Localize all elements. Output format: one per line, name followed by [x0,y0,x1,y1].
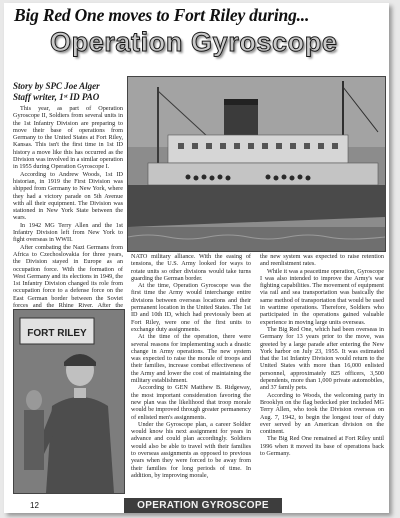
byline-title: Staff writer, 1ˢᵗ ID PAO [13,91,100,102]
byline-author: Story by SPC Joe Alger [13,81,100,91]
paragraph: The Big Red One remained at Fort Riley until 1996 when it moved its base of operations back to Germany. [260,435,384,458]
paragraph: According to Woods, the welcoming party in Brooklyn on the flag bedecked pier included MG Terry Allen, who took the Division overseas on Aug. 7, 1942, to begin the longest tour of duty ever served by an American division on the continent. [260,391,384,436]
paragraph: Under the Gyroscope plan, a career Soldier would know his next assignment for years in advance and could plan accordingly. Soldiers would also be able to travel with their families to overseas assignments as opposed to previous years when they were forced to be away from their families for long periods of time. In addition, by improving morale, [131,420,251,479]
middle-column [131,253,251,493]
paragraph: After combating the Nazi Germans from Africa to Czechoslovakia for three years, the Division stayed in Europe as an occupation force. With the formation of West Germany and its elections in 1949, the 1st Infantry Division changed its role from occupation force to a defense force on the East German border between the Soviet forces and the Rhine River. After the [13,243,123,310]
paragraph: While it was a peacetime operation, Gyroscope I was also intended to improve the Army's war fighting capabilities. The movement of equipment via rail and sea transportation was basically the same method of transportation that would be used in wartime operations. Therefore, Soldiers who participated in the operations gained valuable experience in moving large units overseas. [260,267,385,326]
headline: Big Red One moves to Fort Riley during... [14,5,310,25]
paragraph: At the time of the operation, there were several reasons for implementing such a drastic change in Army operations. The new system was expected to raise the morale of troops and their families, increase combat effectiveness of the Army and lower the cost of maintaining the military establishment. [131,333,251,385]
paragraph: At the time, Operation Gyroscope was the first time the Army would interchange entire divisions between overseas locations and their permanent location in the United States. The 1st ID and 10th ID, which had previously been at Fort Riley, were one of the first units to exchange duty assignments. [131,282,251,333]
right-column [260,253,384,493]
page-number: 12 [30,501,39,510]
paragraph: The Big Red One, which had been overseas in Germany for 13 years prior to the move, was greeted by a large parade after entering the New York harbor on July 23, 1955. It was estimated that the 1st Infantry Division would return to the United States with more than 16,000 enlisted personnel, approximately 825 officers, 3,500 dependents, more than 1,000 private automobiles, and 37 family pets. [260,325,384,392]
ship-photo [127,76,386,252]
paragraph: According to GEN Matthew B. Ridgeway, the most important consideration favoring the new plan was the likelihood that troop morale would be improved through greater permanency of enlisted men's assignments. [131,384,251,421]
fort-riley-sign-text: FORT RILEY [27,328,87,339]
paragraph: According to Andrew Woods, 1st ID historian, in 1919 the First Division was shipped from Germany to New York, where they had a victory parade on 5th Avenue with all their equipment. The Division was stationed in New York State between the wars. [13,170,123,222]
paragraph: NATO military alliance. With the easing of tensions, the U.S. Army looked for ways to rotate units so other divisions would take turns guarding the German border. [131,253,251,282]
main-title: Operation Gyroscope [50,27,338,57]
ship-illustration [128,77,385,251]
magazine-page [4,3,389,513]
left-column [13,81,123,310]
byline [13,81,123,102]
soldier-illustration [14,310,124,493]
paragraph: In 1942 MG Terry Allen and the 1st Infantry Division left from New York to fight overseas in WWII. [13,221,123,244]
paragraph: This year, as part of Operation Gyroscope II, Soldiers from several units in the 1st Infantry Division are preparing to move their base of operations from Germany to the United States at Fort Riley, Kansas. This isn't the first time in 1st ID history a move like this has occurred as the Division was involved in a similar operation in 1955 during Operation Gyroscope I. [13,105,123,171]
footer-banner: OPERATION GYROSCOPE [124,498,282,513]
paragraph: the new system was expected to raise retention and reenlistment rates. [260,253,384,268]
soldier-photo [13,309,125,494]
